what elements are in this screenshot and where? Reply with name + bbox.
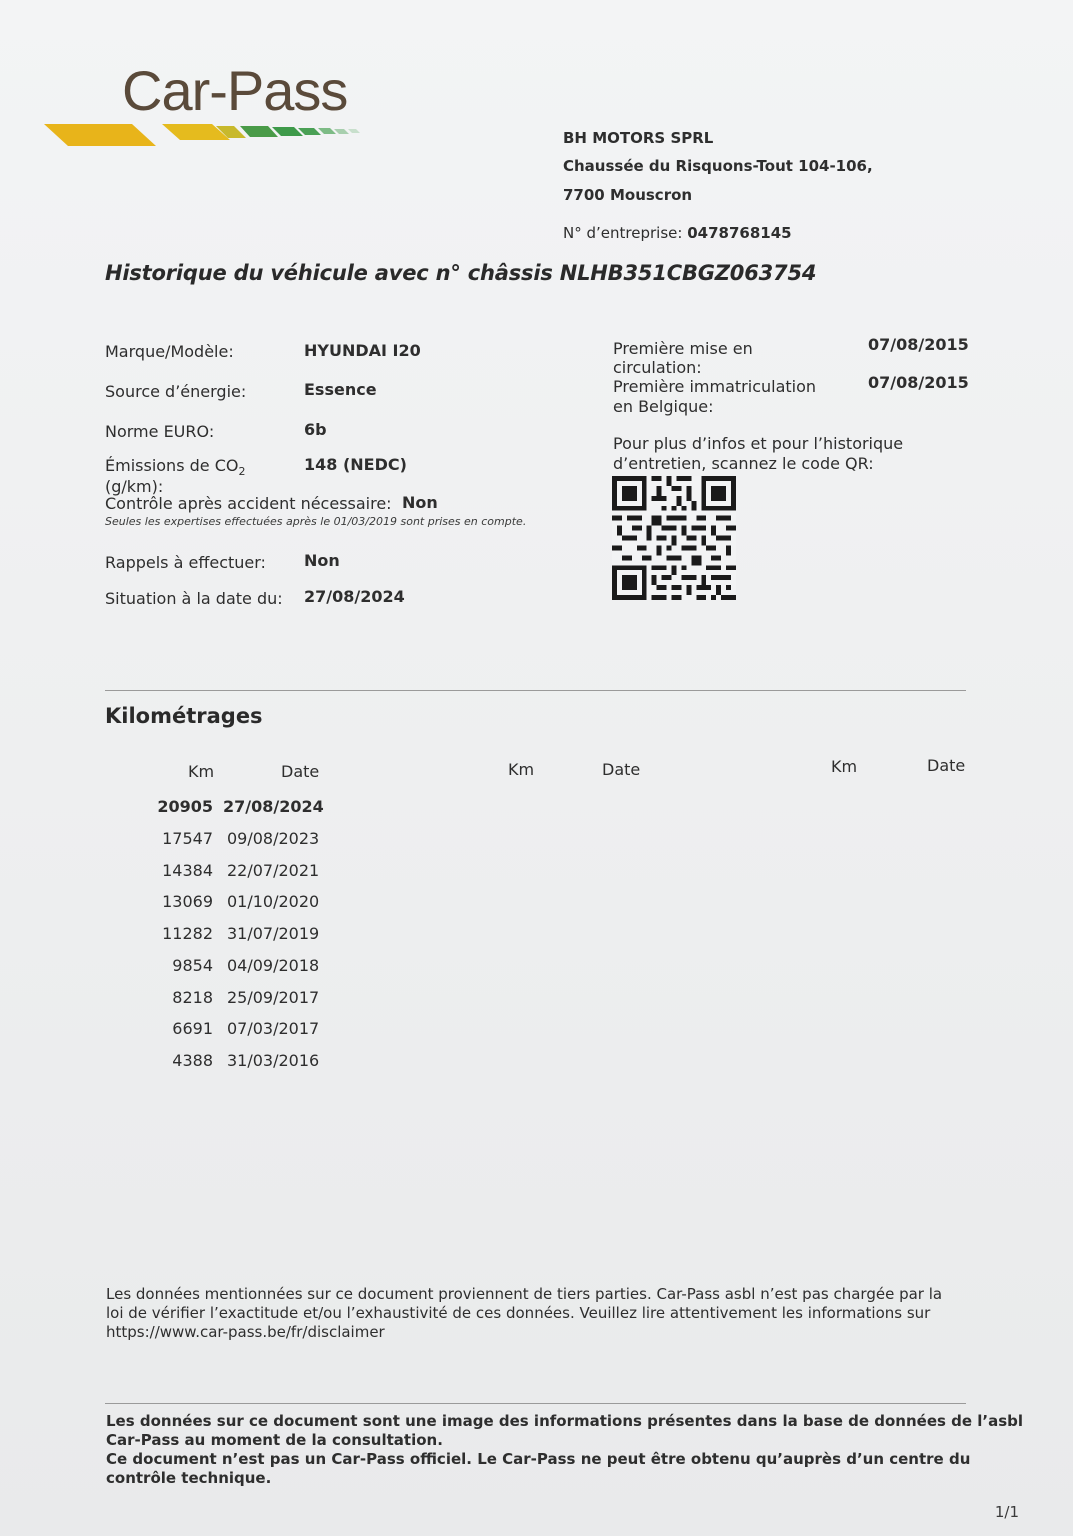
table-row-date: 09/08/2023 — [227, 829, 320, 848]
table-row-date: 27/08/2024 — [223, 797, 324, 816]
divider-bottom — [105, 1403, 966, 1404]
table-row-km: 14384 — [162, 861, 213, 880]
footer-line2: Car-Pass au moment de la consultation. — [106, 1431, 443, 1449]
date-header-col1: Date — [281, 762, 320, 781]
situation-value: 27/08/2024 — [304, 587, 405, 606]
enterprise-number-row — [563, 224, 792, 242]
table-row-km: 17547 — [162, 829, 213, 848]
km-header-col2: Km — [508, 760, 535, 779]
enterprise-label: N° d’entreprise: — [563, 224, 683, 242]
table-row-date: 07/03/2017 — [227, 1019, 320, 1038]
first-be-label-1: Première immatriculation — [613, 377, 817, 396]
table-row-km: 8218 — [172, 988, 213, 1007]
km-header-col1: Km — [188, 762, 215, 781]
accident-label: Contrôle après accident nécessaire: — [105, 494, 392, 513]
table-row-km: 13069 — [162, 892, 213, 911]
co2-label: Émissions de $CO_2$ — [105, 456, 246, 479]
date-header-col2: Date — [602, 760, 641, 779]
table-row-date: 04/09/2018 — [227, 956, 320, 975]
enterprise-number: 0478768145 — [687, 224, 792, 242]
first-be-label-2: en Belgique: — [613, 397, 714, 416]
disclaimer-line2: loi de vérifier l’exactitude et/ou l’exhaustivité de ces données. Veuillez lire attentivement les informations sur — [106, 1304, 931, 1322]
mileage-section-title: Kilométrages — [105, 704, 263, 728]
disclaimer-line1: Les données mentionnées sur ce document proviennent de tiers parties. Car-Pass asbl n’est pas chargée par la — [106, 1285, 943, 1303]
table-row-date: 31/03/2016 — [227, 1051, 320, 1070]
first-reg-label-1: Première mise en — [613, 339, 753, 358]
accident-value: Non — [402, 493, 438, 512]
page-number: 1/1 — [994, 1503, 1019, 1521]
co2-value: 148 (NEDC) — [304, 455, 407, 474]
page-title: Historique du véhicule avec n° châssis NLHB351CBGZ063754 — [105, 261, 817, 285]
footer-line3: Ce document n’est pas un Car-Pass officiel. Le Car-Pass ne peut être obtenu qu’auprès d’un centre du — [106, 1450, 971, 1468]
recall-value: Non — [304, 551, 340, 570]
qr-text-2: d’entretien, scannez le code QR: — [613, 454, 874, 473]
table-row-km: 9854 — [172, 956, 213, 975]
table-row-km: 11282 — [162, 924, 213, 943]
disclaimer-link[interactable]: https://www.car-pass.be/fr/disclaimer — [106, 1323, 385, 1341]
make-value: HYUNDAI I20 — [304, 341, 421, 360]
company-address-line2: 7700 Mouscron — [563, 186, 693, 204]
table-row-date: 01/10/2020 — [227, 892, 320, 911]
footer-line4: contrôle technique. — [106, 1469, 272, 1487]
euro-value: 6b — [304, 420, 327, 439]
recall-label: Rappels à effectuer: — [105, 553, 266, 572]
logo-stripes-icon — [44, 120, 374, 150]
car-pass-logo: Car-Pass — [122, 59, 348, 122]
table-row-km: 6691 — [172, 1019, 213, 1038]
table-row-km: 20905 — [157, 797, 213, 816]
first-reg-value: 07/08/2015 — [868, 335, 969, 354]
qr-text-1: Pour plus d’infos et pour l’historique — [613, 434, 904, 453]
company-name: BH MOTORS SPRL — [563, 129, 714, 147]
divider-top — [105, 690, 966, 691]
first-reg-label-2: circulation: — [613, 358, 702, 377]
energy-value: Essence — [304, 380, 377, 399]
energy-label: Source d’énergie: — [105, 382, 247, 401]
date-header-col3: Date — [927, 756, 966, 775]
make-label: Marque/Modèle: — [105, 342, 234, 361]
table-row-km: 4388 — [172, 1051, 213, 1070]
table-row-date: 25/09/2017 — [227, 988, 320, 1007]
co2-unit-label: (g/km): — [105, 477, 164, 496]
company-address-line1: Chaussée du Risquons-Tout 104-106, — [563, 157, 873, 175]
footer-line1: Les données sur ce document sont une image des informations présentes dans la base de données de l’asbl — [106, 1412, 1024, 1430]
accident-note: Seules les expertises effectuées après le 01/03/2019 sont prises en compte. — [105, 515, 527, 528]
situation-label: Situation à la date du: — [105, 589, 283, 608]
km-header-col3: Km — [831, 757, 858, 776]
first-be-value: 07/08/2015 — [868, 373, 969, 392]
table-row-date: 22/07/2021 — [227, 861, 320, 880]
qr-code-icon[interactable] — [611, 476, 737, 600]
euro-label: Norme EURO: — [105, 422, 215, 441]
table-row-date: 31/07/2019 — [227, 924, 320, 943]
